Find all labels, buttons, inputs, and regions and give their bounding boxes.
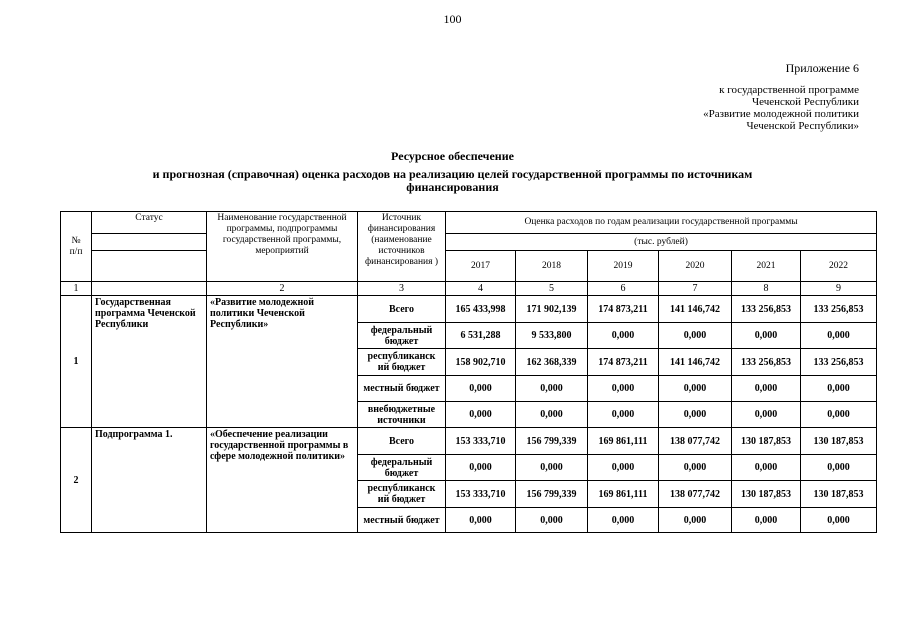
- table-row: [61, 296, 877, 323]
- funding-value: 6 531,288: [446, 323, 516, 349]
- column-number: 1: [61, 282, 92, 296]
- table-header: [61, 212, 877, 296]
- funding-value: 153 333,710: [446, 481, 516, 508]
- funding-value: 0,000: [659, 323, 732, 349]
- header-year: 2020: [659, 251, 732, 282]
- funding-value: 141 146,742: [659, 349, 732, 376]
- row-status: Подпрограмма 1.: [92, 428, 207, 533]
- appendix-line: Чеченской Республики»: [746, 120, 859, 132]
- appendix-title: Приложение 6: [785, 61, 859, 75]
- funding-value: 0,000: [516, 402, 588, 428]
- funding-value: 0,000: [732, 455, 801, 481]
- funding-source: Всего: [358, 428, 446, 455]
- funding-value: 0,000: [801, 508, 877, 533]
- header-year: 2022: [801, 251, 877, 282]
- funding-value: 0,000: [801, 402, 877, 428]
- column-number: 9: [801, 282, 877, 296]
- funding-value: 169 861,111: [588, 481, 659, 508]
- funding-value: 0,000: [659, 376, 732, 402]
- header-status-blank: [92, 251, 207, 282]
- funding-value: 171 902,139: [516, 296, 588, 323]
- appendix-line: к государственной программе: [719, 84, 859, 96]
- column-number: 5: [516, 282, 588, 296]
- funding-value: 133 256,853: [732, 349, 801, 376]
- funding-value: 141 146,742: [659, 296, 732, 323]
- document-title: Ресурсное обеспечение: [391, 149, 514, 163]
- funding-value: 0,000: [446, 376, 516, 402]
- funding-source: местный бюджет: [358, 508, 446, 533]
- funding-value: 165 433,998: [446, 296, 516, 323]
- funding-source: федеральный бюджет: [358, 455, 446, 481]
- funding-value: 0,000: [659, 455, 732, 481]
- header-status: Статус: [92, 212, 207, 234]
- funding-value: 0,000: [732, 323, 801, 349]
- column-number: 2: [207, 282, 358, 296]
- funding-source: местный бюджет: [358, 376, 446, 402]
- funding-value: 130 187,853: [801, 481, 877, 508]
- header-year: 2017: [446, 251, 516, 282]
- funding-value: 0,000: [588, 323, 659, 349]
- document-subtitle: и прогнозная (справочная) оценка расходов на реализацию целей государственной программы по источникам финансирования: [152, 167, 753, 194]
- funding-value: 133 256,853: [732, 296, 801, 323]
- funding-value: 0,000: [801, 323, 877, 349]
- funding-value: 174 873,211: [588, 296, 659, 323]
- funding-value: 0,000: [659, 402, 732, 428]
- funding-table: [60, 211, 877, 533]
- funding-value: 130 187,853: [732, 428, 801, 455]
- appendix-line: Чеченской Республики: [751, 96, 859, 108]
- row-number: 2: [61, 428, 92, 533]
- funding-value: 138 077,742: [659, 481, 732, 508]
- funding-value: 0,000: [588, 376, 659, 402]
- appendix-line: «Развитие молодежной политики: [703, 108, 859, 120]
- funding-value: 0,000: [516, 376, 588, 402]
- header-status-blank: [92, 234, 207, 251]
- funding-source: республиканск ий бюджет: [358, 481, 446, 508]
- column-number: 7: [659, 282, 732, 296]
- funding-value: 133 256,853: [801, 349, 877, 376]
- funding-value: 174 873,211: [588, 349, 659, 376]
- row-program-name: «Развитие молодежной политики Чеченской Республики»: [207, 296, 358, 428]
- header-year: 2018: [516, 251, 588, 282]
- funding-value: 138 077,742: [659, 428, 732, 455]
- row-number: 1: [61, 296, 92, 428]
- header-unit: (тыс. рублей): [446, 234, 877, 251]
- page-number: 100: [443, 12, 462, 26]
- funding-value: 0,000: [446, 455, 516, 481]
- funding-value: 0,000: [588, 455, 659, 481]
- funding-value: 130 187,853: [732, 481, 801, 508]
- funding-value: 0,000: [659, 508, 732, 533]
- funding-value: 0,000: [516, 508, 588, 533]
- funding-value: 9 533,800: [516, 323, 588, 349]
- funding-source: Всего: [358, 296, 446, 323]
- funding-value: 153 333,710: [446, 428, 516, 455]
- funding-source: федеральный бюджет: [358, 323, 446, 349]
- header-source: Источник финансирования (наименование источников финансирования ): [358, 212, 446, 282]
- funding-value: 0,000: [446, 402, 516, 428]
- funding-value: 169 861,111: [588, 428, 659, 455]
- funding-value: 130 187,853: [801, 428, 877, 455]
- appendix-subtitle: [703, 84, 859, 132]
- funding-value: 0,000: [588, 402, 659, 428]
- funding-source: внебюджетные источники: [358, 402, 446, 428]
- funding-value: 0,000: [732, 376, 801, 402]
- funding-value: 158 902,710: [446, 349, 516, 376]
- funding-value: 156 799,339: [516, 481, 588, 508]
- funding-source: республиканск ий бюджет: [358, 349, 446, 376]
- column-number: 6: [588, 282, 659, 296]
- table-row: [61, 428, 877, 455]
- row-program-name: «Обеспечение реализации государственной программы в сфере молодежной политики»: [207, 428, 358, 533]
- header-year: 2019: [588, 251, 659, 282]
- header-estimate: Оценка расходов по годам реализации государственной программы: [446, 212, 877, 234]
- funding-value: 0,000: [801, 376, 877, 402]
- funding-value: 0,000: [801, 455, 877, 481]
- column-number: 4: [446, 282, 516, 296]
- column-number: [92, 282, 207, 296]
- column-number: 8: [732, 282, 801, 296]
- header-num: № п/п: [61, 212, 92, 282]
- funding-value: 133 256,853: [801, 296, 877, 323]
- funding-value: 162 368,339: [516, 349, 588, 376]
- funding-value: 0,000: [732, 402, 801, 428]
- table-body: [61, 296, 877, 533]
- funding-value: 156 799,339: [516, 428, 588, 455]
- funding-value: 0,000: [588, 508, 659, 533]
- funding-value: 0,000: [516, 455, 588, 481]
- column-number: 3: [358, 282, 446, 296]
- funding-value: 0,000: [446, 508, 516, 533]
- funding-value: 0,000: [732, 508, 801, 533]
- row-status: Государственная программа Чеченской Республики: [92, 296, 207, 428]
- header-name: Наименование государственной программы, подпрограммы государственной программы, мероприятий: [207, 212, 358, 282]
- header-year: 2021: [732, 251, 801, 282]
